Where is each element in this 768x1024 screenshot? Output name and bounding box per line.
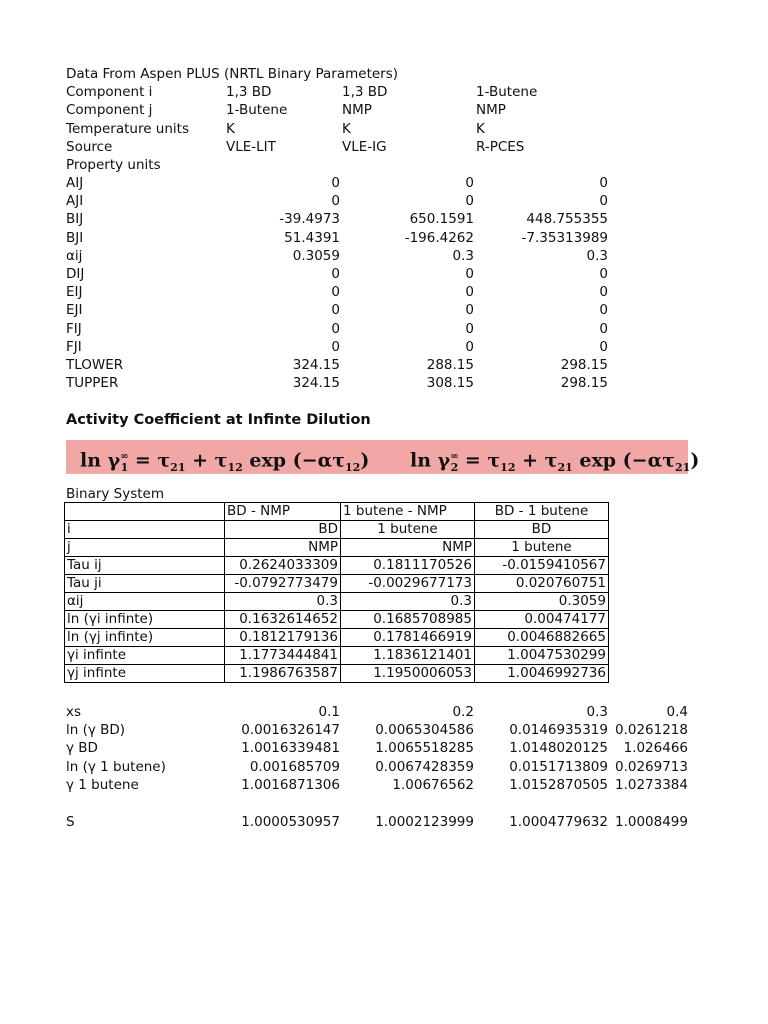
table-cell: 0.00474177 [475, 611, 609, 629]
cell: -39.4973 [279, 211, 340, 227]
cell: 448.755355 [526, 211, 608, 227]
table-cell: αij [65, 593, 225, 611]
table-cell: 0.2624033309 [225, 557, 341, 575]
cell: 0 [465, 284, 474, 300]
row-label: DIJ [66, 266, 85, 282]
table-cell: Tau ij [65, 557, 225, 575]
binary-table [64, 502, 609, 683]
cell: VLE-IG [342, 139, 387, 155]
cell: 0.2 [452, 704, 474, 720]
formula-part: 12 [227, 461, 243, 475]
cell: 0 [331, 266, 340, 282]
table-row [65, 539, 609, 557]
row-label: AJI [66, 193, 84, 209]
cell: 0 [331, 193, 340, 209]
cell: 1.0065518285 [375, 740, 474, 756]
row-label: Temperature units [66, 121, 189, 137]
formula-part: 12 [345, 461, 361, 475]
formula-part: 12 [500, 461, 516, 475]
table-cell: ln (γj infinte) [65, 629, 225, 647]
formula-part: 21 [557, 461, 573, 475]
table-row [65, 557, 609, 575]
table-cell: 0.3059 [475, 593, 609, 611]
row-label: ln (γ 1 butene) [66, 759, 166, 775]
activity-heading: Activity Coefficient at Infinte Dilution [66, 412, 371, 428]
cell: 0 [599, 321, 608, 337]
formula-part: ) [360, 449, 370, 472]
table-cell: 1.1950006053 [341, 665, 475, 683]
formula-gamma1 [80, 444, 369, 481]
formula-part: exp (−α [572, 449, 663, 472]
row-label: γ BD [66, 740, 98, 756]
formula-part: ∞ [120, 451, 129, 462]
cell: 0.0146935319 [509, 722, 608, 738]
cell: 1.0002123999 [375, 814, 474, 830]
cell: 0 [331, 321, 340, 337]
formula-part: 21 [675, 461, 691, 475]
cell: 324.15 [292, 375, 340, 391]
formula-part: = [128, 449, 158, 472]
aspen-title: Data From Aspen PLUS (NRTL Binary Parameters) [66, 66, 399, 82]
formula-part: ) [690, 449, 700, 472]
formula-part: τ [157, 449, 171, 472]
cell: 1.0008499 [614, 814, 688, 830]
formula-part: τ [214, 449, 228, 472]
cell: 308.15 [426, 375, 474, 391]
cell: 0.0067428359 [375, 759, 474, 775]
cell: 1.0152870505 [509, 777, 608, 793]
cell: 0 [465, 321, 474, 337]
row-label: Source [66, 139, 113, 155]
cell: 0.3 [586, 248, 608, 264]
formula-part: ln [410, 449, 432, 472]
cell: K [226, 121, 235, 137]
table-header-cell: 1 butene - NMP [341, 503, 475, 521]
cell: 0 [331, 175, 340, 191]
row-label: Property units [66, 157, 161, 173]
formula-part: τ [487, 449, 501, 472]
cell: 0 [599, 193, 608, 209]
cell: 0 [599, 339, 608, 355]
cell: 0.1 [318, 704, 340, 720]
row-label: TUPPER [66, 375, 119, 391]
formula-part: τ [662, 449, 676, 472]
row-label: AIJ [66, 175, 84, 191]
cell: 650.1591 [409, 211, 474, 227]
cell: 0.3 [586, 704, 608, 720]
cell: 0 [331, 339, 340, 355]
cell: 1-Butene [476, 84, 538, 100]
table-cell: 1.0046992736 [475, 665, 609, 683]
table-row [65, 629, 609, 647]
row-label: BIJ [66, 211, 84, 227]
formula-part: 2 [450, 461, 459, 475]
row-label: Component j [66, 102, 153, 118]
formula-box [66, 440, 700, 475]
row-label: EIJ [66, 284, 83, 300]
cell: 51.4391 [284, 230, 340, 246]
table-cell: γj infinte [65, 665, 225, 683]
table-cell: 1 butene [341, 521, 475, 539]
row-label: S [66, 814, 75, 830]
binary-title: Binary System [66, 486, 165, 502]
cell: 0.0151713809 [509, 759, 608, 775]
row-label: TLOWER [66, 357, 124, 373]
table-cell: -0.0792773479 [225, 575, 341, 593]
table-row [65, 611, 609, 629]
formula-part: ln [80, 449, 102, 472]
table-cell: NMP [225, 539, 341, 557]
row-label: ln (γ BD) [66, 722, 126, 738]
cell: 0 [331, 284, 340, 300]
table-cell: 0.1812179136 [225, 629, 341, 647]
cell: NMP [476, 102, 506, 118]
cell: 0.3059 [292, 248, 340, 264]
cell: NMP [342, 102, 372, 118]
cell: 298.15 [560, 357, 608, 373]
table-cell: 0.1685708985 [341, 611, 475, 629]
row-label: EJI [66, 302, 83, 318]
formula-part: τ [332, 449, 346, 472]
formula-part: 1 [120, 461, 129, 475]
row-label: BJI [66, 230, 84, 246]
cell: R-PCES [476, 139, 525, 155]
table-cell: 1.1773444841 [225, 647, 341, 665]
cell: 298.15 [560, 375, 608, 391]
cell: -7.35313989 [521, 230, 608, 246]
table-cell: 0.020760751 [475, 575, 609, 593]
cell: 1.0004779632 [509, 814, 608, 830]
cell: -196.4262 [404, 230, 474, 246]
cell: 0 [599, 284, 608, 300]
table-cell: BD [225, 521, 341, 539]
table-cell: 0.1811170526 [341, 557, 475, 575]
cell: 0 [465, 266, 474, 282]
cell: 0 [599, 266, 608, 282]
table-header-cell: BD - NMP [225, 503, 341, 521]
cell: 324.15 [292, 357, 340, 373]
cell: 0.0065304586 [375, 722, 474, 738]
cell: 0 [465, 193, 474, 209]
row-label: Component i [66, 84, 153, 100]
table-header-cell: BD - 1 butene [475, 503, 609, 521]
table-cell: i [65, 521, 225, 539]
row-label: FJI [66, 339, 82, 355]
table-cell: ln (γi infinte) [65, 611, 225, 629]
formula-part: ∞ [450, 451, 459, 462]
formula-part: γ [107, 449, 121, 472]
cell: 1,3 BD [342, 84, 388, 100]
formula-part: = [458, 449, 488, 472]
table-header-row [65, 503, 609, 521]
table-row [65, 647, 609, 665]
table-cell: 0.0046882665 [475, 629, 609, 647]
table-cell: 0.1632614652 [225, 611, 341, 629]
table-cell: 0.3 [341, 593, 475, 611]
cell: 0 [599, 175, 608, 191]
cell: 0 [331, 302, 340, 318]
formula-part: + [185, 449, 215, 472]
table-cell: 1 butene [475, 539, 609, 557]
cell: 1.0148020125 [509, 740, 608, 756]
cell: 1.00676562 [392, 777, 474, 793]
cell: 1.0273384 [614, 777, 688, 793]
table-cell: γi infinte [65, 647, 225, 665]
table-cell: j [65, 539, 225, 557]
table-cell: 1.1836121401 [341, 647, 475, 665]
table-cell: -0.0159410567 [475, 557, 609, 575]
table-cell: BD [475, 521, 609, 539]
formula-part: τ [544, 449, 558, 472]
cell: 0.3 [452, 248, 474, 264]
cell: 0.0269713 [614, 759, 688, 775]
cell: 0.001685709 [249, 759, 340, 775]
table-row [65, 575, 609, 593]
cell: 1-Butene [226, 102, 288, 118]
cell: 288.15 [426, 357, 474, 373]
table-cell: 0.1781466919 [341, 629, 475, 647]
formula-part: γ [437, 449, 451, 472]
cell: 1.026466 [623, 740, 688, 756]
formula-part: + [515, 449, 545, 472]
cell: 1,3 BD [226, 84, 272, 100]
formula-gamma2 [410, 444, 699, 481]
formula-part: 21 [170, 461, 186, 475]
row-label: xs [66, 704, 82, 720]
cell: K [476, 121, 485, 137]
table-cell: 1.1986763587 [225, 665, 341, 683]
row-label: FIJ [66, 321, 82, 337]
cell: 0 [599, 302, 608, 318]
table-cell: 0.3 [225, 593, 341, 611]
table-cell: NMP [341, 539, 475, 557]
cell: 1.0016339481 [241, 740, 340, 756]
row-label: αij [66, 248, 83, 264]
table-cell: -0.0029677173 [341, 575, 475, 593]
table-cell: 1.0047530299 [475, 647, 609, 665]
cell: K [342, 121, 351, 137]
cell: 0.0261218 [614, 722, 688, 738]
formula-part: exp (−α [242, 449, 333, 472]
row-label: γ 1 butene [66, 777, 139, 793]
cell: VLE-LIT [226, 139, 276, 155]
cell: 0 [465, 175, 474, 191]
table-row [65, 593, 609, 611]
table-header-cell [65, 503, 225, 521]
table-cell: Tau ji [65, 575, 225, 593]
cell: 0 [465, 339, 474, 355]
cell: 1.0016871306 [241, 777, 340, 793]
cell: 0.0016326147 [241, 722, 340, 738]
table-row [65, 665, 609, 683]
cell: 1.0000530957 [241, 814, 340, 830]
cell: 0.4 [666, 704, 688, 720]
table-row [65, 521, 609, 539]
cell: 0 [465, 302, 474, 318]
